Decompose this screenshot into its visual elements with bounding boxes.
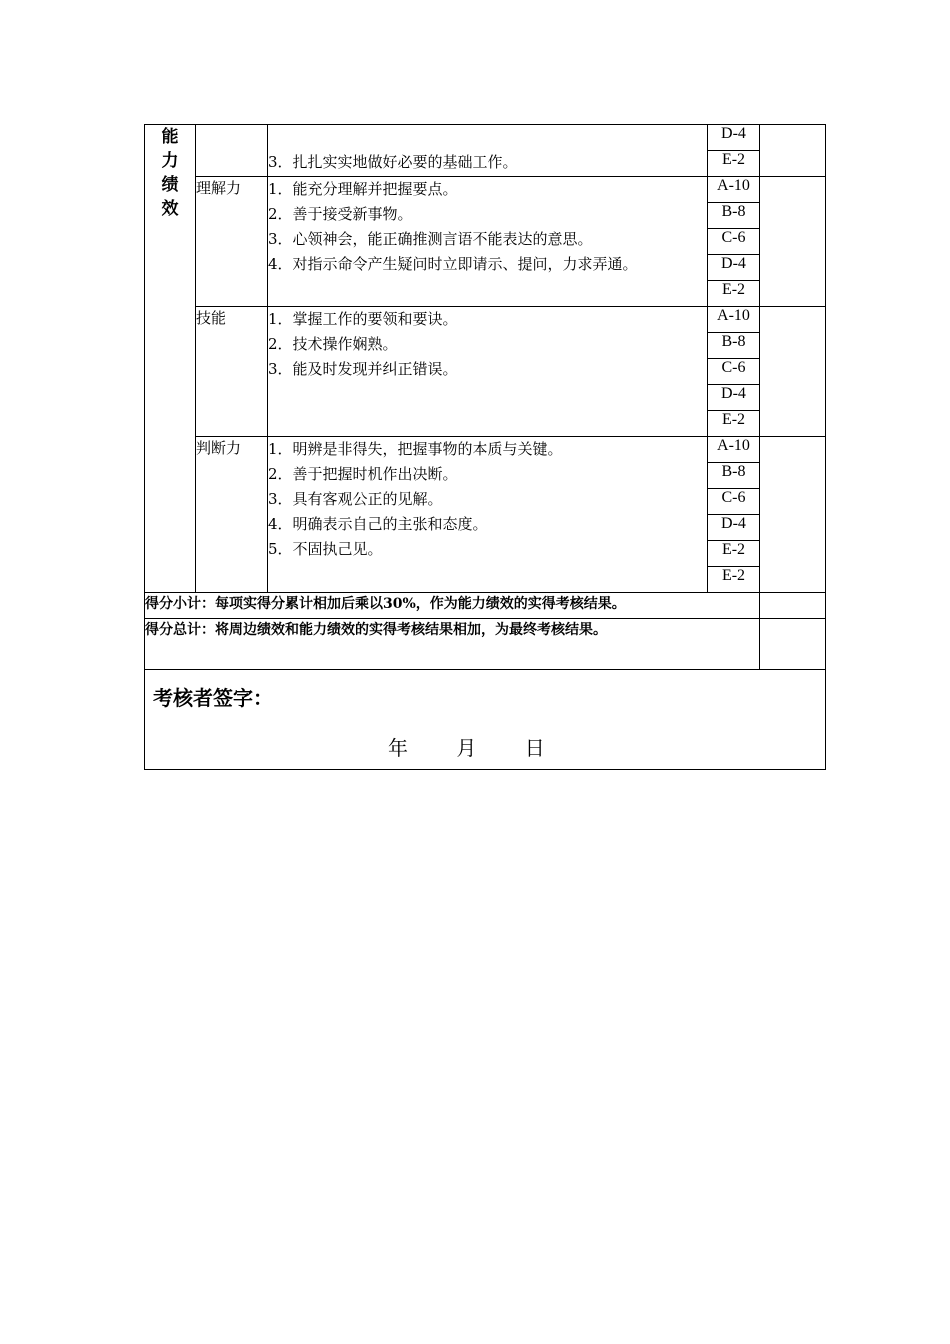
score-input-cell[interactable] [760, 125, 826, 177]
section-description [268, 437, 708, 593]
section-name: 技能 [196, 307, 268, 437]
grade-option: B-8 [708, 333, 760, 359]
section-description [268, 307, 708, 437]
grade-option: B-8 [708, 463, 760, 489]
category-char: 效 [161, 199, 179, 219]
date-month: 月 [456, 736, 477, 760]
description-line: 1．明辨是非得失，把握事物的本质与关键。 [268, 440, 563, 458]
score-input-cell[interactable] [760, 177, 826, 307]
grade-option: E-2 [708, 281, 760, 307]
ability-performance-table [144, 124, 826, 770]
grade-option: D-4 [708, 125, 760, 151]
section-description [268, 177, 708, 307]
grade-option: E-2 [708, 567, 760, 593]
section-name: 判断力 [196, 437, 268, 593]
grade-option: A-10 [708, 437, 760, 463]
grade-option: C-6 [708, 359, 760, 385]
grade-option: D-4 [708, 385, 760, 411]
category-cell [145, 125, 196, 593]
description-line: 3．具有客观公正的见解。 [268, 490, 443, 508]
description-line: 4．对指示命令产生疑问时立即请示、提问，力求弄通。 [268, 255, 638, 273]
category-char: 绩 [161, 175, 179, 195]
date-year: 年 [388, 736, 408, 760]
signature-cell[interactable] [145, 670, 826, 770]
description-line: 4．明确表示自己的主张和态度。 [268, 515, 488, 533]
description-line: 2．技术操作娴熟。 [268, 335, 398, 353]
description-line: 2．善于把握时机作出决断。 [268, 465, 458, 483]
signature-label: 考核者签字： [153, 686, 273, 710]
section-name: 理解力 [196, 177, 268, 307]
grade-option: E-2 [708, 541, 760, 567]
description-line: 3．扎扎实实地做好必要的基础工作。 [268, 153, 518, 171]
description-line: 5．不固执己见。 [268, 540, 383, 558]
grade-option: D-4 [708, 515, 760, 541]
date-day: 日 [524, 736, 545, 760]
description-line: 3．心领神会，能正确推测言语不能表达的意思。 [268, 230, 593, 248]
grade-option: B-8 [708, 203, 760, 229]
grade-option: C-6 [708, 229, 760, 255]
subtotal-text: 得分小计：每项实得分累计相加后乘以30%，作为能力绩效的实得考核结果。 [145, 593, 760, 619]
category-char: 力 [161, 151, 179, 171]
description-line: 1．能充分理解并把握要点。 [268, 180, 458, 198]
description-line: 3．能及时发现并纠正错误。 [268, 360, 458, 378]
grade-option: E-2 [708, 411, 760, 437]
score-input-cell[interactable] [760, 437, 826, 593]
total-text: 得分总计：将周边绩效和能力绩效的实得考核结果相加，为最终考核结果。 [145, 619, 760, 670]
section-name [196, 125, 268, 177]
grade-option: C-6 [708, 489, 760, 515]
signature-date [388, 732, 587, 761]
category-char: 能 [161, 127, 179, 147]
grade-option: E-2 [708, 151, 760, 177]
total-score-cell[interactable] [760, 619, 826, 670]
subtotal-score-cell[interactable] [760, 593, 826, 619]
score-input-cell[interactable] [760, 307, 826, 437]
section-description [268, 125, 708, 177]
description-line [268, 125, 707, 150]
grade-option: A-10 [708, 177, 760, 203]
description-line: 1．掌握工作的要领和要诀。 [268, 310, 458, 328]
grade-option: A-10 [708, 307, 760, 333]
grade-option: D-4 [708, 255, 760, 281]
description-line: 2．善于接受新事物。 [268, 205, 413, 223]
